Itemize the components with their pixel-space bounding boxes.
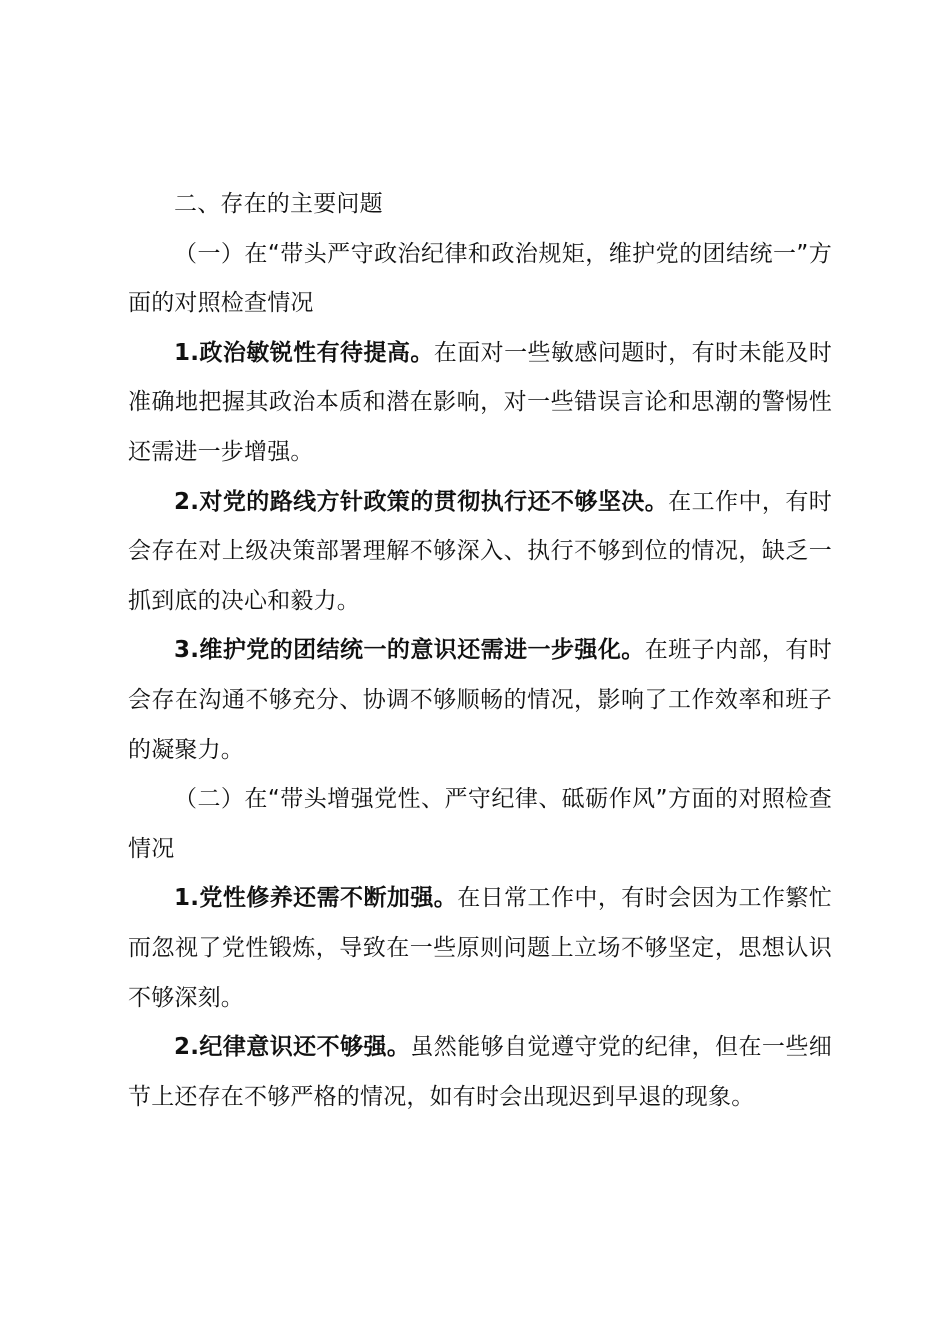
paragraph-text: 在面对一些敏感问题时，有时未能及时准确地把握其政治本质和潜在影响，对一些错误言论和思潮的警惕性还需进一步增强。 [128,339,832,465]
subsection-heading [128,775,832,874]
paragraph-bold-lead: 1.政治敏锐性有待提高。 [174,339,434,366]
paragraph-text: 虽然能够自觉遵守党的纪律，但在一些细节上还存在不够严格的情况，如有时会出现迟到早退的现象。 [128,1034,832,1110]
paragraph-bold-lead: 1.党性修养还需不断加强。 [174,885,458,912]
paragraph-text: 在班子内部，有时会存在沟通不够充分、协调不够顺畅的情况，影响了工作效率和班子的凝聚力。 [128,637,832,763]
paragraph-text: 二、存在的主要问题 [174,191,383,217]
paragraph-bold-lead: 2.纪律意识还不够强。 [174,1034,411,1061]
section-heading [128,180,832,230]
paragraph-item [128,329,832,478]
paragraph-text: 在日常工作中，有时会因为工作繁忙而忽视了党性锻炼，导致在一些原则问题上立场不够坚定，思想认识不够深刻。 [128,885,833,1011]
paragraph-item [128,1023,832,1122]
subsection-heading [128,230,832,329]
paragraph-bold-lead: 3.维护党的团结统一的意识还需进一步强化。 [174,637,645,664]
paragraph-text: （一）在“带头严守政治纪律和政治规矩，维护党的团结统一”方面的对照检查情况 [128,240,832,317]
paragraph-text: 在工作中，有时会存在对上级决策部署理解不够深入、执行不够到位的情况，缺乏一抓到底的决心和毅力。 [128,488,832,614]
paragraph-item [128,874,832,1023]
document-body [128,180,832,1122]
paragraph-item [128,478,832,627]
paragraph-text: （二）在“带头增强党性、严守纪律、砥砺作风”方面的对照检查情况 [128,786,832,862]
paragraph-bold-lead: 2.对党的路线方针政策的贯彻执行还不够坚决。 [174,488,669,515]
paragraph-item [128,626,832,775]
